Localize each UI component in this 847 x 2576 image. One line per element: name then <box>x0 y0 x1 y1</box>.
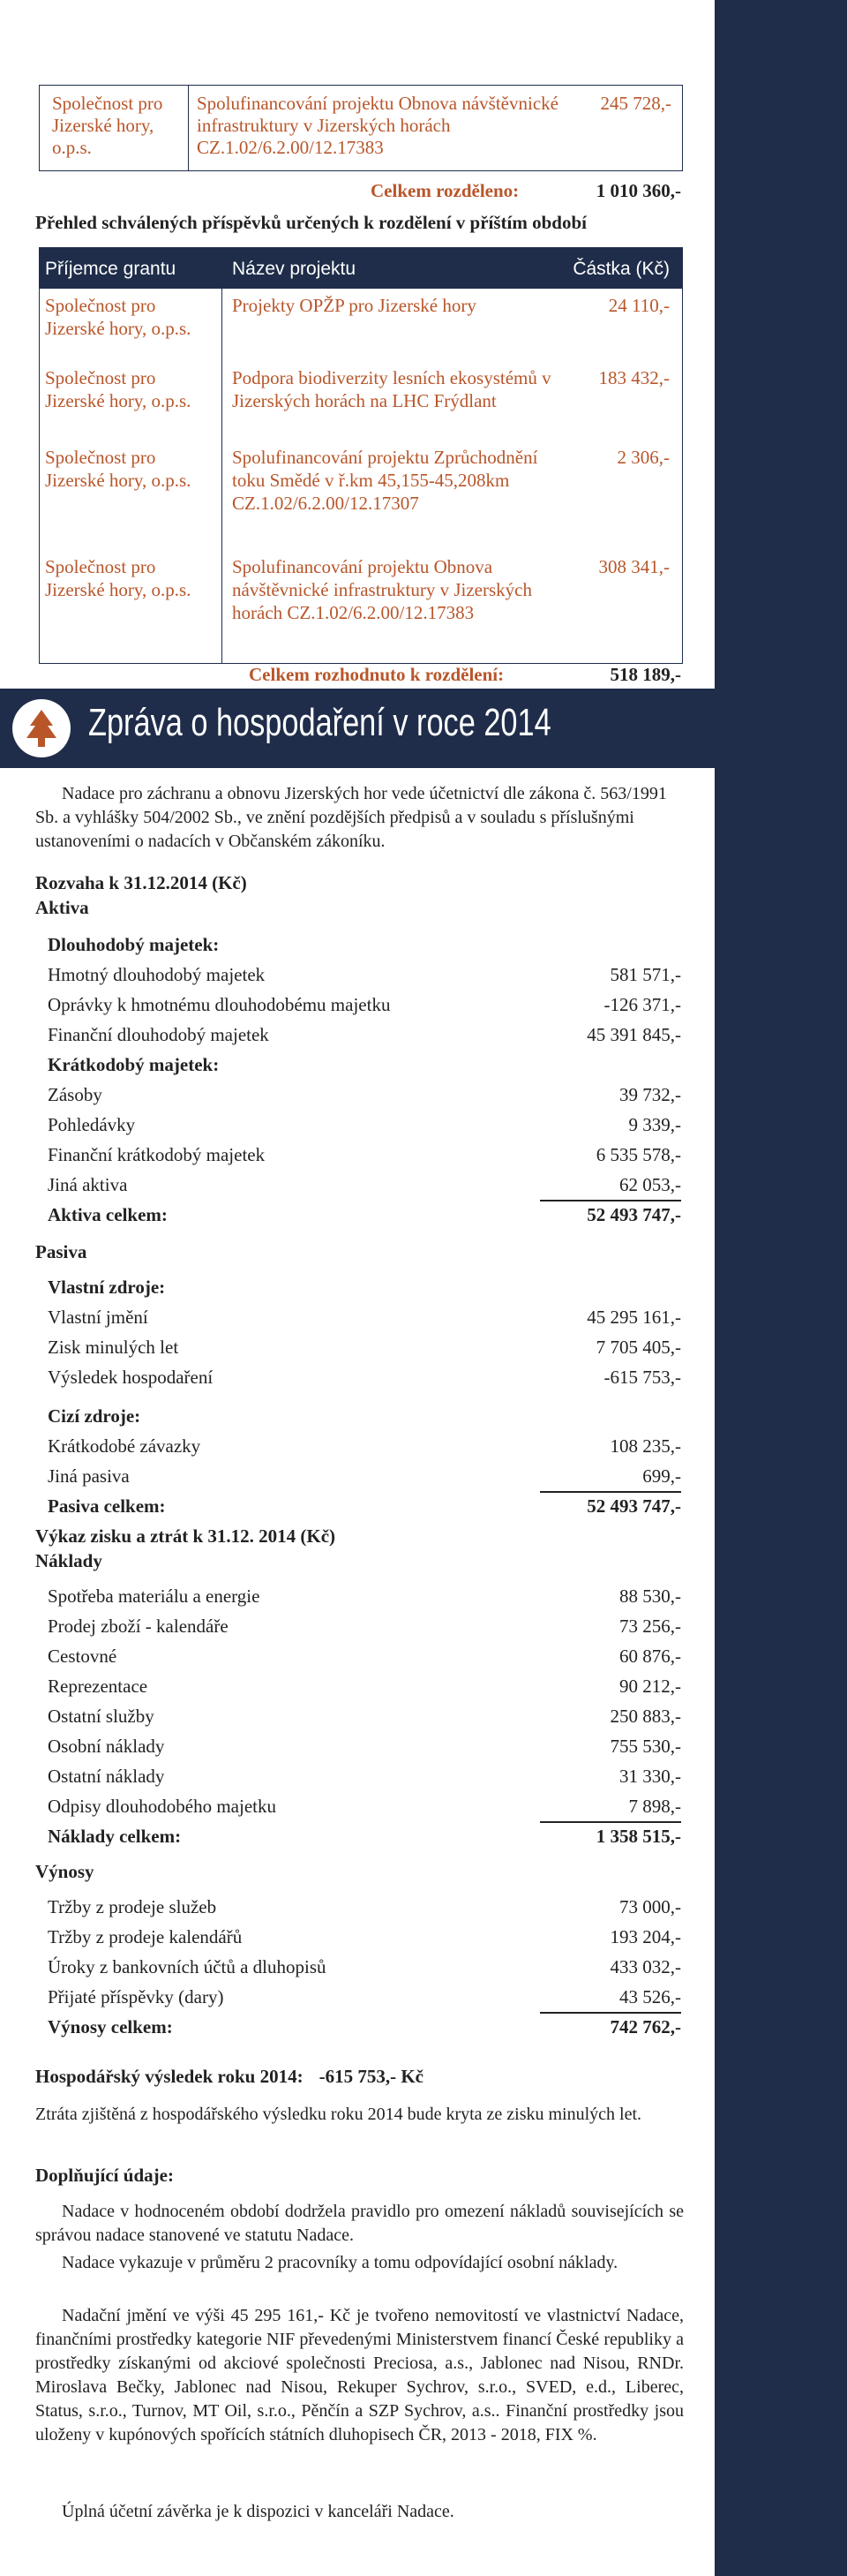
row-value: 31 330,- <box>619 1766 681 1787</box>
sum-rule <box>540 1821 681 1823</box>
liabilities-total-row <box>48 1495 681 1518</box>
row-value: 9 339,- <box>628 1114 681 1135</box>
table-row <box>48 1736 681 1758</box>
table-divider <box>188 86 189 170</box>
row-value: 193 204,- <box>610 1926 681 1947</box>
row-value: 45 295 161,- <box>587 1307 681 1328</box>
additional-paragraph <box>35 2500 684 2524</box>
intro-text: Nadace pro záchranu a obnovu Jizerských hor vede účetnictví dle zákona č. 563/1991 Sb. a vyhlášky 504/2002 Sb., ve znění pozdějších předpisů a v souladu s příslušnými ustanoveními o nadacích v Občanském zákoníku. <box>35 784 667 851</box>
project-cell: Podpora biodiverzity lesních ekosystémů v Jizerských horách na LHC Frýdlant <box>232 367 551 411</box>
sum-rule <box>540 1200 681 1201</box>
approved-grants-table <box>39 247 683 664</box>
amount-cell: 24 110,- <box>608 295 670 316</box>
table-row <box>48 1337 681 1359</box>
row-label: Pohledávky <box>48 1114 136 1135</box>
header-recipient: Příjemce grantu <box>45 259 176 279</box>
paragraph-text: Úplná účetní závěrka je k dispozici v kanceláři Nadace. <box>62 2502 454 2521</box>
table-row <box>48 1367 681 1389</box>
table-row <box>48 1114 681 1136</box>
table-divider <box>221 289 222 663</box>
row-value: 62 053,- <box>619 1174 681 1195</box>
row-value: -126 371,- <box>603 994 681 1015</box>
row-label: Spotřeba materiálu a energie <box>48 1586 260 1607</box>
table-row <box>48 1616 681 1638</box>
assets-title: Aktiva <box>35 897 89 918</box>
own-resources-title: Vlastní zdroje: <box>48 1277 166 1298</box>
row-value: 43 526,- <box>619 1986 681 2007</box>
table-row <box>48 1586 681 1608</box>
row-value: 7 705 405,- <box>596 1337 681 1358</box>
result-label: Hospodářský výsledek roku 2014: <box>35 2066 304 2087</box>
row-label: Hmotný dlouhodobý majetek <box>48 964 266 985</box>
amount-cell: 183 432,- <box>598 367 670 388</box>
row-value: 755 530,- <box>610 1736 681 1757</box>
recipient-cell: Společnost pro Jizerské hory, o.p.s. <box>52 93 163 158</box>
pnl-title: Výkaz zisku a ztrát k 31.12. 2014 (Kč) <box>35 1525 336 1547</box>
table-row <box>48 1024 681 1046</box>
row-value: 433 032,- <box>610 1956 681 1977</box>
recipient-cell: Společnost pro Jizerské hory, o.p.s. <box>45 295 191 339</box>
row-label: Odpisy dlouhodobého majetku <box>48 1796 276 1817</box>
amount-cell: 308 341,- <box>598 556 670 577</box>
row-label: Prodej zboží - kalendáře <box>48 1616 229 1637</box>
additional-paragraph <box>35 2304 684 2447</box>
table-row <box>48 1646 681 1668</box>
row-value: 742 762,- <box>610 2016 681 2037</box>
table-row <box>48 1796 681 1818</box>
total-distributed <box>371 180 681 202</box>
table-row <box>48 1706 681 1728</box>
table-row <box>48 1174 681 1196</box>
section-banner <box>0 689 715 768</box>
amount-cell: 2 306,- <box>617 447 670 468</box>
row-label: Oprávky k hmotnému dlouhodobému majetku <box>48 994 391 1015</box>
table-row <box>48 1084 681 1106</box>
costs-total-row <box>48 1826 681 1848</box>
tree-icon <box>12 699 71 757</box>
row-label: Výnosy celkem: <box>48 2016 173 2037</box>
header-project: Název projektu <box>232 259 356 279</box>
row-label: Cestovné <box>48 1646 117 1667</box>
table-row <box>48 1896 681 1918</box>
loss-note: Ztráta zjištěná z hospodářského výsledku roku 2014 bude kryta ze zisku minulých let. <box>35 2105 642 2124</box>
table-row <box>48 1986 681 2008</box>
row-label: Výsledek hospodaření <box>48 1367 214 1388</box>
row-value: 7 898,- <box>628 1796 681 1817</box>
recipient-cell: Společnost pro Jizerské hory, o.p.s. <box>45 367 191 411</box>
recipient-cell: Společnost pro Jizerské hory, o.p.s. <box>45 556 191 600</box>
paragraph-text: Nadace v hodnoceném období dodržela pravidlo pro omezení nákladů souvisejících se správou nadace stanovené ve statutu Nadace. <box>35 2202 684 2245</box>
row-value: -615 753,- <box>603 1367 681 1388</box>
table-row <box>48 1144 681 1166</box>
row-label: Finanční krátkodobý majetek <box>48 1144 266 1165</box>
table-row <box>48 994 681 1016</box>
sum-rule <box>540 1491 681 1493</box>
row-label: Náklady celkem: <box>48 1826 182 1847</box>
total-decided-label: Celkem rozhodnuto k rozdělení: <box>249 664 505 685</box>
row-label: Zisk minulých let <box>48 1337 179 1358</box>
previous-grants-table <box>39 85 683 171</box>
table-row <box>48 1956 681 1978</box>
row-label: Vlastní jmění <box>48 1307 148 1328</box>
row-label: Úroky z bankovních účtů a dluhopisů <box>48 1956 326 1977</box>
foreign-resources-title: Cizí zdroje: <box>48 1405 141 1427</box>
total-decided-value: 518 189,- <box>610 664 681 685</box>
amount-cell: 245 728,- <box>600 93 671 114</box>
row-value: 60 876,- <box>619 1646 681 1667</box>
table-row <box>48 1766 681 1788</box>
result-value: -615 753,- Kč <box>319 2066 424 2087</box>
project-cell: Spolufinancování projektu Zprůchodnění toku Smědé v ř.km 45,155-45,208km CZ.1.02/6.2.00/12.17307 <box>232 447 538 514</box>
row-value: 6 535 578,- <box>596 1144 681 1165</box>
liabilities-title: Pasiva <box>35 1241 87 1262</box>
row-label: Pasiva celkem: <box>48 1495 166 1517</box>
annual-result <box>35 2066 424 2088</box>
overview-title: Přehled schválených příspěvků určených k rozdělení v příštím období <box>35 212 587 233</box>
long-term-title: Dlouhodobý majetek: <box>48 934 220 955</box>
row-value: 1 358 515,- <box>596 1826 681 1847</box>
paragraph-text: Nadace vykazuje v průměru 2 pracovníky a tomu odpovídající osobní náklady. <box>62 2253 618 2272</box>
additional-paragraph <box>35 2251 684 2275</box>
row-label: Jiná pasiva <box>48 1465 130 1487</box>
project-cell: Spolufinancování projektu Obnova návštěvnické infrastruktury v Jizerských horách CZ.1.02/6.2.00/12.17383 <box>197 93 558 158</box>
row-label: Osobní náklady <box>48 1736 165 1757</box>
total-distributed-value: 1 010 360,- <box>596 180 681 201</box>
row-value: 250 883,- <box>610 1706 681 1727</box>
total-distributed-label: Celkem rozděleno: <box>371 180 520 201</box>
row-value: 108 235,- <box>610 1435 681 1457</box>
costs-title: Náklady <box>35 1550 102 1571</box>
row-label: Přijaté příspěvky (dary) <box>48 1986 224 2007</box>
row-value: 699,- <box>642 1465 681 1487</box>
short-term-title: Krátkodobý majetek: <box>48 1054 220 1075</box>
additional-title: Doplňující údaje: <box>35 2165 174 2186</box>
row-label: Finanční dlouhodobý majetek <box>48 1024 269 1045</box>
table-row <box>48 1435 681 1457</box>
section-title: Zpráva o hospodaření v roce 2014 <box>88 701 551 744</box>
row-label: Tržby z prodeje služeb <box>48 1896 217 1917</box>
paragraph-text: Nadační jmění ve výši 45 295 161,- Kč je tvořeno nemovitostí ve vlastnictví Nadace, finančními prostředky kategorie NIF převedenými Ministerstvem financí České republiky a prostředky získanými od akciové společnosti Preciosa, a.s., Jablonec nad Nisou, RNDr. Miroslava Bečky, Jablonec nad Nisou, Rekuper Sychrov, s.r.o., SVED, e.d., Liberec, Status, s.r.o., Turnov, MT Oil, s.r.o., Pěnčín a SZP Sychrov, a.s.. Finanční prostředky jsou uloženy v kupónových spořících státních dluhopisech ČR, 2013 - 2018, FIX %. <box>35 2306 684 2444</box>
sum-rule <box>540 2012 681 2014</box>
row-value: 52 493 747,- <box>587 1495 681 1517</box>
row-value: 90 212,- <box>619 1676 681 1697</box>
row-value: 73 256,- <box>619 1616 681 1637</box>
table-header <box>40 248 682 289</box>
row-value: 88 530,- <box>619 1586 681 1607</box>
row-label: Ostatní náklady <box>48 1766 165 1787</box>
row-value: 581 571,- <box>610 964 681 985</box>
recipient-cell: Společnost pro Jizerské hory, o.p.s. <box>45 447 191 491</box>
intro-paragraph <box>35 782 679 854</box>
total-decided <box>249 664 681 686</box>
table-row <box>48 1465 681 1488</box>
project-cell: Projekty OPŽP pro Jizerské hory <box>232 295 476 316</box>
row-label: Ostatní služby <box>48 1706 154 1727</box>
row-value: 52 493 747,- <box>587 1204 681 1225</box>
project-cell: Spolufinancování projektu Obnova návštěvnické infrastruktury v Jizerských horách CZ.1.02/6.2.00/12.17383 <box>232 556 532 623</box>
side-band <box>715 0 847 2576</box>
balance-title: Rozvaha k 31.12.2014 (Kč) <box>35 872 247 893</box>
row-value: 73 000,- <box>619 1896 681 1917</box>
row-label: Krátkodobé závazky <box>48 1435 201 1457</box>
row-value: 45 391 845,- <box>587 1024 681 1045</box>
revenue-title: Výnosy <box>35 1861 94 1882</box>
header-amount: Částka (Kč) <box>573 259 670 279</box>
assets-total-row <box>48 1204 681 1226</box>
additional-paragraph <box>35 2200 684 2248</box>
row-label: Aktiva celkem: <box>48 1204 168 1225</box>
row-label: Zásoby <box>48 1084 102 1105</box>
revenue-total-row <box>48 2016 681 2038</box>
row-label: Jiná aktiva <box>48 1174 128 1195</box>
table-row <box>48 1926 681 1948</box>
table-row <box>48 1307 681 1329</box>
table-row <box>48 964 681 986</box>
row-label: Tržby z prodeje kalendářů <box>48 1926 243 1947</box>
table-row <box>48 1676 681 1698</box>
row-value: 39 732,- <box>619 1084 681 1105</box>
row-label: Reprezentace <box>48 1676 148 1697</box>
